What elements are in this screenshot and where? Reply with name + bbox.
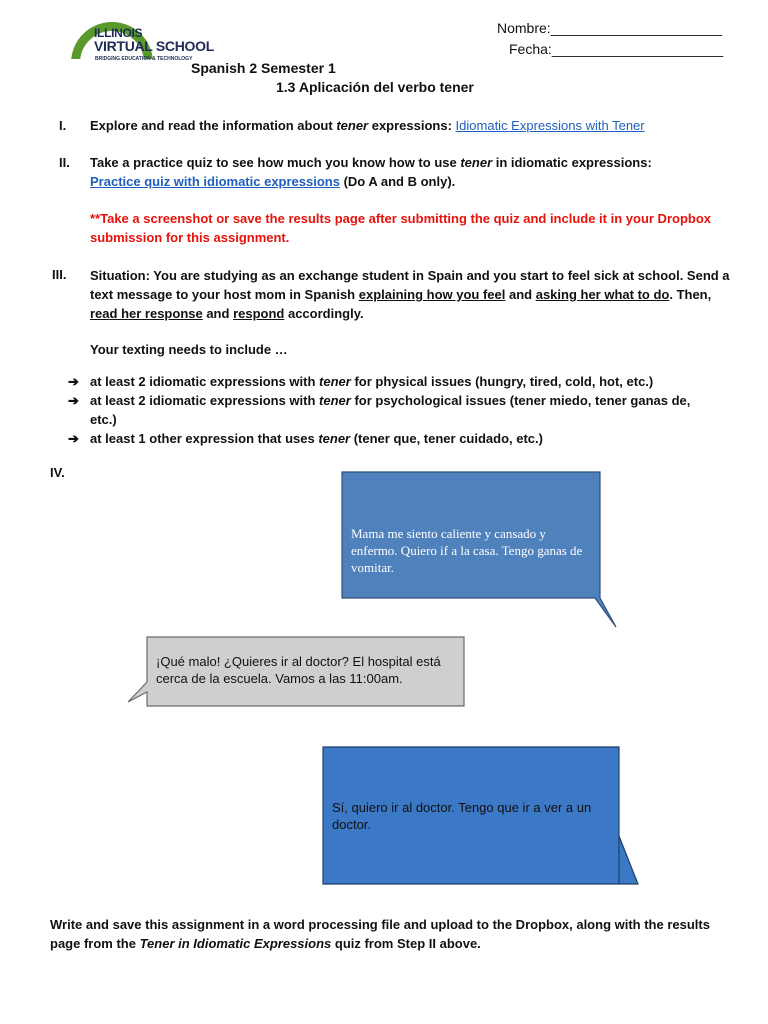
bullet-2-b: for psychological issues (tener miedo, tener ganas de, etc.)	[90, 393, 691, 427]
section-ii-emphasis: tener	[460, 155, 493, 170]
section-i-text-b: expressions:	[368, 118, 456, 133]
section-ii-number: II.	[59, 155, 70, 170]
bullet-3-b: (tener que, tener cuidado, etc.)	[350, 431, 543, 446]
bubble-reply-text: Sí, quiero ir al doctor. Tengo que ir a ver a un doctor.	[332, 800, 592, 832]
arrow-icon: ➔	[68, 393, 79, 408]
bullet-1-em: tener	[319, 374, 351, 389]
footer-emphasis: Tener in Idiomatic Expressions	[139, 936, 332, 951]
logo-tagline: BRIDGING EDUCATION & TECHNOLOGY	[95, 56, 193, 62]
list-item	[68, 372, 738, 391]
text-message-bubble-reply	[322, 746, 642, 888]
fecha-field[interactable]	[509, 41, 723, 57]
situation-u4: respond	[233, 306, 285, 321]
section-ii-text-b: in idiomatic expressions:	[492, 155, 652, 170]
arrow-icon: ➔	[68, 374, 79, 389]
include-intro: Your texting needs to include …	[90, 342, 288, 357]
arrow-icon: ➔	[68, 431, 79, 446]
school-logo	[68, 18, 214, 68]
bullet-1-a: at least 2 idiomatic expressions with	[90, 374, 320, 389]
screenshot-warning: **Take a screenshot or save the results page after submitting the quiz and include it in your Dropbox submission for this assignment.	[90, 211, 711, 245]
bubble-host-mom-text: ¡Qué malo! ¿Quieres ir al doctor? El hospital está cerca de la escuela. Vamos a las 11:00am.	[156, 654, 441, 686]
text-message-bubble-student	[341, 471, 619, 631]
section-iii-number: III.	[52, 267, 67, 282]
nombre-field[interactable]	[497, 20, 722, 36]
logo-line2: VIRTUAL SCHOOL	[94, 38, 214, 54]
section-i-text	[90, 116, 730, 135]
list-item	[68, 429, 738, 448]
section-iv-number: IV.	[50, 465, 65, 480]
bullet-2-a: at least 2 idiomatic expressions with	[90, 393, 320, 408]
situation-s4: and	[202, 306, 234, 321]
section-i-text-a: Explore and read the information about	[90, 118, 337, 133]
practice-quiz-link[interactable]: Practice quiz with idiomatic expressions	[90, 174, 340, 189]
situation-s5: accordingly.	[284, 306, 364, 321]
submission-instructions	[50, 915, 730, 953]
course-title: Spanish 2 Semester 1	[191, 60, 336, 76]
section-i-emphasis: tener	[336, 118, 369, 133]
logo-line1: ILLINOIS	[94, 26, 143, 40]
bullet-3-a: at least 1 other expression that uses	[90, 431, 319, 446]
bullet-2-em: tener	[319, 393, 351, 408]
situation-s2: and	[505, 287, 536, 302]
nombre-blank: ______________________	[550, 20, 722, 36]
section-i-number: I.	[59, 118, 67, 133]
list-item-text	[90, 372, 730, 391]
situation-s1: Situation: You are studying as an exchange student in Spain and you start to feel sick at school. Send a text message to your host mom in Spanish	[90, 268, 730, 302]
situation-u2: asking her what to do	[535, 287, 670, 302]
footer-text-b: quiz from Step II above.	[331, 936, 481, 951]
bubble-student-text: Mama me siento caliente y cansado y enfermo. Quiero if a la casa. Tengo ganas de vomitar.	[351, 526, 583, 575]
situation-u3: read her response	[90, 306, 203, 321]
section-ii-text	[90, 153, 730, 191]
idiomatic-expressions-link[interactable]: Idiomatic Expressions with Tener	[455, 118, 645, 133]
list-item-text	[90, 391, 716, 429]
footer-text-a: Write and save this assignment in a word processing file and upload to the Dropbox, along with the results page from the	[50, 917, 710, 951]
fecha-label: Fecha:	[509, 41, 552, 57]
bullet-3-em: tener	[318, 431, 351, 446]
requirements-list	[68, 372, 738, 448]
nombre-label: Nombre:	[497, 20, 551, 36]
fecha-blank: ______________________	[551, 41, 724, 57]
list-item-text	[90, 429, 730, 448]
situation-u1: explaining how you feel	[358, 287, 506, 302]
text-message-bubble-host-mom	[126, 636, 466, 708]
bullet-1-b: for physical issues (hungry, tired, cold, hot, etc.)	[350, 374, 654, 389]
list-item	[68, 391, 738, 429]
page-title: 1.3 Aplicación del verbo tener	[276, 79, 474, 95]
section-ii-text-a: Take a practice quiz to see how much you know how to use	[90, 155, 461, 170]
section-ii-text-c: (Do A and B only).	[339, 174, 456, 189]
situation-s3: . Then,	[669, 287, 712, 302]
situation-text	[90, 266, 730, 323]
